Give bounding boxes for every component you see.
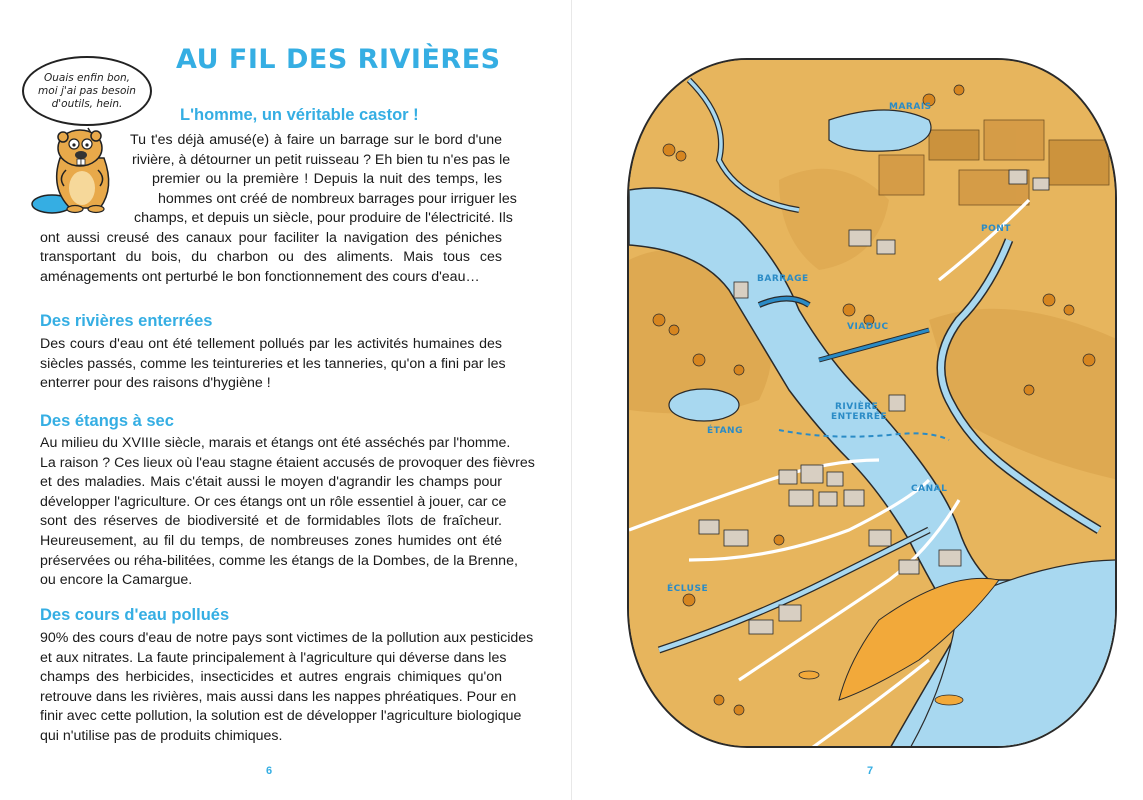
section-paragraph — [40, 209, 513, 287]
section-heading: Des cours d'eau pollués — [40, 606, 230, 624]
text-line: Tu t'es déjà amusé(e) à faire un barrage sur le bord d'une — [130, 132, 502, 148]
map-label-barrage: BARRAGE — [757, 274, 809, 284]
text-line: champs, et depuis un siècle, pour produire de l'électricité. Ils — [134, 210, 513, 226]
speech-bubble-text — [33, 72, 141, 111]
section-heading: L'homme, un véritable castor ! — [180, 106, 419, 124]
section-paragraph — [130, 131, 517, 209]
text-line: hommes ont créé de nombreux barrages pour irriguer les — [158, 190, 517, 207]
map-label-etang: ÉTANG — [707, 426, 743, 436]
text-line: qui n'utilise pas de produits chimiques. — [40, 727, 283, 744]
map-label-canal: CANAL — [911, 484, 948, 494]
text-line: 90% des cours d'eau de notre pays sont victimes de la pollution aux pesticides — [40, 630, 534, 646]
bubble-line: d'outils, hein. — [51, 97, 123, 110]
text-line: Au milieu du XVIIIe siècle, marais et étangs ont été asséchés par l'homme. — [40, 435, 511, 451]
section-paragraph — [40, 434, 535, 591]
page-number-right: 7 — [867, 765, 874, 777]
text-line: sont des réserves de biodiversité et de formidables îlots de fraîcheur. — [40, 513, 502, 530]
left-page — [0, 0, 571, 800]
map-label-viaduc: VIADUC — [847, 322, 889, 332]
river-map-illustration — [627, 58, 1117, 748]
bubble-line: Ouais enfin bon, — [43, 71, 131, 84]
text-line: Heureusement, au fil du temps, de nombreuses zones humides ont été — [40, 532, 502, 549]
text-line: siècles passés, comme les teintureries et les tanneries, qu'on a fini par les — [40, 355, 506, 372]
text-line: préservées ou réha-bilitées, comme les étangs de la Dombes, de la Brenne, — [40, 552, 518, 569]
section-paragraph — [40, 629, 534, 747]
text-line: enterrer pour des raisons d'hygiène ! — [40, 375, 271, 392]
section-heading: Des rivières enterrées — [40, 312, 213, 330]
map-label-riviere-line1: RIVIÈRE — [835, 402, 879, 412]
text-line: développer l'agriculture. Or ces étangs ont un rôle essentiel à jouer, car ce — [40, 493, 507, 510]
bubble-line: moi j'ai pas besoin — [38, 84, 136, 97]
text-line: rivière, à détourner un petit ruisseau ? Eh bien tu n'es pas le — [132, 151, 511, 168]
text-line: et des maladies. Mais c'était aussi le moyen d'agrandir les champs pour — [40, 474, 502, 491]
text-line: finir avec cette pollution, la solution est de développer l'agriculture biologique — [40, 708, 522, 725]
map-label-marais: MARAIS — [889, 102, 932, 112]
page-title: AU FIL DES RIVIÈRES — [176, 44, 501, 75]
text-line: ont aussi creusé des canaux pour faciliter la navigation des péniches — [40, 229, 502, 246]
map-label-riviere-line2: ENTERRÉE — [831, 412, 888, 422]
text-line: retrouve dans les rivières, mais aussi dans les nappes phréatiques. Pour en — [40, 688, 517, 705]
text-line: transportant du bois, du charbon ou des aliments. Mais tous ces — [40, 249, 502, 266]
beaver-illustration — [30, 108, 128, 218]
text-line: ou encore la Camargue. — [40, 572, 193, 589]
text-line: aménagements ont perturbé le bon fonctionnement des cours d'eau… — [40, 268, 480, 285]
page-number-left: 6 — [266, 765, 273, 777]
map-label-pont: PONT — [981, 224, 1011, 234]
text-line: La raison ? Ces lieux où l'eau stagne étaient accusés de provoquer des fièvres — [40, 454, 535, 471]
map-label-ecluse: ÉCLUSE — [667, 584, 709, 594]
text-line: et aux nitrates. La faute principalement à l'agriculture qui déverse dans les — [40, 649, 507, 666]
text-line: Des cours d'eau ont été tellement pollués par les activités humaines des — [40, 336, 502, 352]
text-line: champs des herbicides, insecticides et autres engrais chimiques qu'on — [40, 669, 502, 686]
section-paragraph — [40, 335, 506, 394]
text-line: premier ou la première ! Depuis la nuit des temps, les — [152, 171, 502, 188]
section-heading: Des étangs à sec — [40, 412, 174, 430]
